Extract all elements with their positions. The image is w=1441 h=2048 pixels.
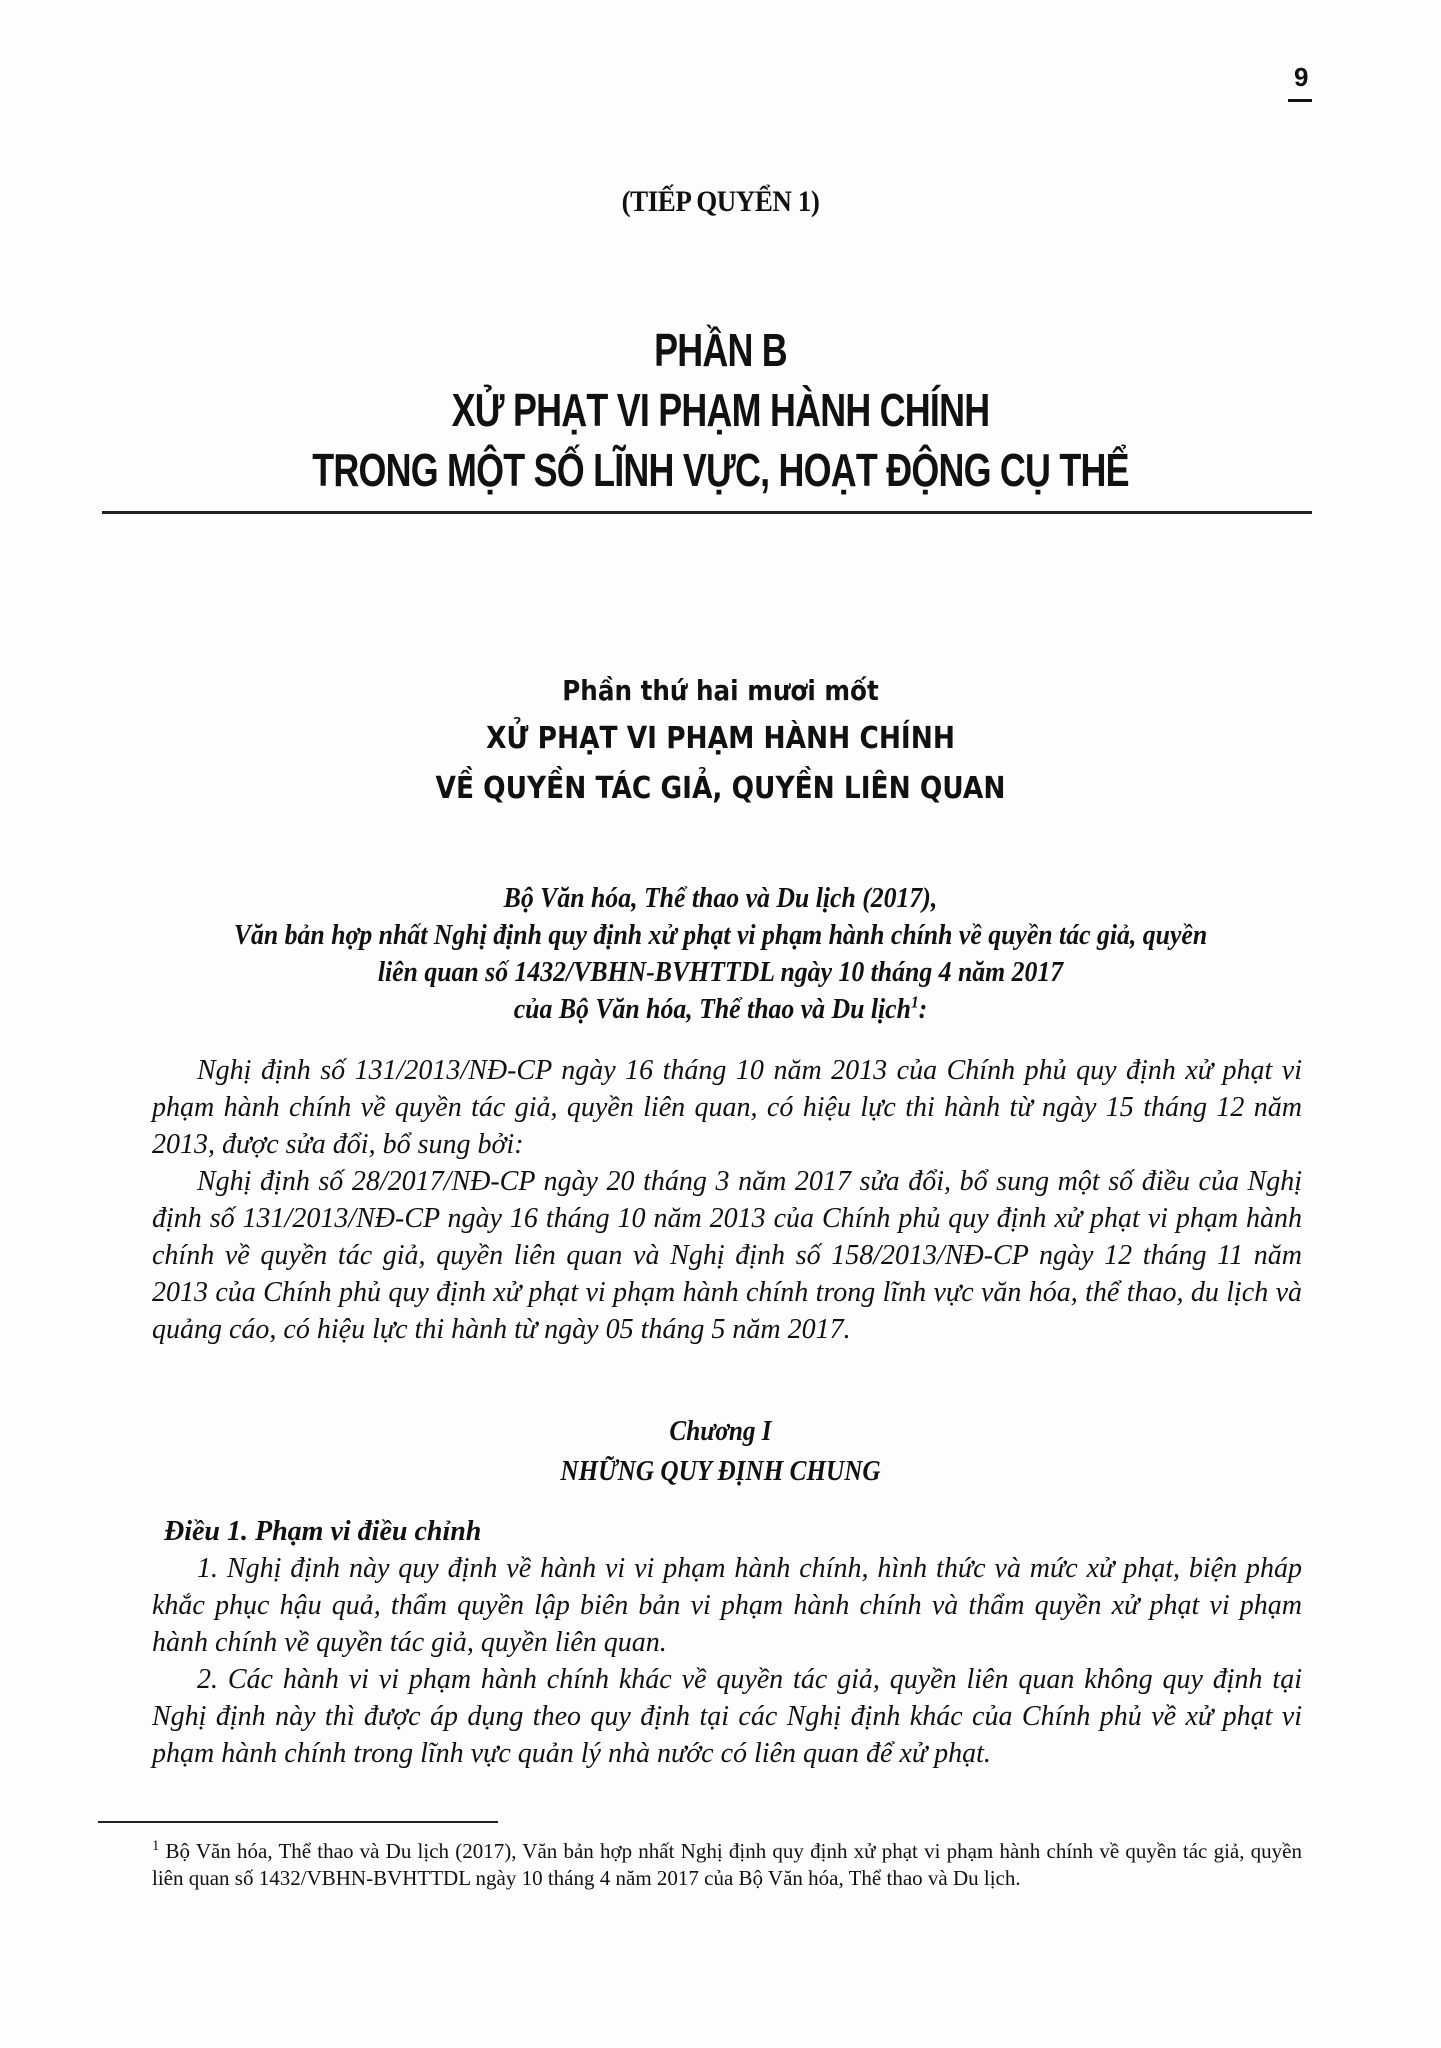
page-number-underline bbox=[1288, 99, 1312, 102]
page-number: 9 bbox=[1294, 62, 1309, 92]
section-heading bbox=[0, 668, 1441, 814]
footnote-text: Bộ Văn hóa, Thể thao và Du lịch (2017), Văn bản hợp nhất Nghị định quy định xử phạt vi phạm hành chính về quyền tác giả, quyền liên quan số 1432/VBHN-BVHTTDL ngày 10 tháng 4 năm 2017 của Bộ Văn hóa, Thể thao và Du lịch. bbox=[152, 1839, 1302, 1890]
part-title-line-2: TRONG MỘT SỐ LĨNH VỰC, HOẠT ĐỘNG CỤ THỂ bbox=[312, 444, 1129, 496]
footnote bbox=[152, 1838, 1302, 1892]
citation-colon: : bbox=[918, 994, 928, 1025]
part-title-line-1: XỬ PHẠT VI PHẠM HÀNH CHÍNH bbox=[451, 384, 990, 436]
citation-last-text: của Bộ Văn hóa, Thể thao và Du lịch bbox=[513, 994, 911, 1025]
paragraph-amending-decree: Nghị định số 28/2017/NĐ-CP ngày 20 tháng 3 năm 2017 sửa đổi, bổ sung một số điều của Nghị định số 131/2013/NĐ-CP ngày 16 tháng 10 năm 2013 của Chính phủ quy định xử phạt vi phạm hành chính về quyền tác giả, quyền liên quan và Nghị định số 158/2013/NĐ-CP ngày 12 tháng 11 năm 2013 của Chính phủ quy định xử phạt vi phạm hành chính trong lĩnh vực văn hóa, thể thao, du lịch và quảng cáo, có hiệu lực thi hành từ ngày 05 tháng 5 năm 2017. bbox=[152, 1166, 1302, 1345]
part-heading bbox=[0, 320, 1441, 500]
footnote-reference[interactable]: 1 bbox=[910, 992, 919, 1012]
section-title-line-1: XỬ PHẠT VI PHẠM HÀNH CHÍNH bbox=[486, 721, 955, 756]
continuation-label: (TIẾP QUYỂN 1) bbox=[621, 185, 820, 218]
footnote-divider bbox=[98, 1821, 498, 1823]
article-clause-2: 2. Các hành vi vi phạm hành chính khác về quyền tác giả, quyền liên quan không quy định tại Nghị định này thì được áp dụng theo quy định tại các Nghị định khác của Chính phủ về xử phạt vi phạm hành chính trong lĩnh vực quản lý nhà nước có liên quan để xử phạt. bbox=[152, 1664, 1302, 1769]
citation-line-4 bbox=[58, 991, 1384, 1028]
article-title: Điều 1. Phạm vi điều chỉnh bbox=[164, 1516, 482, 1547]
citation-line-1: Bộ Văn hóa, Thể thao và Du lịch (2017), bbox=[503, 883, 938, 914]
citation-line-2: Văn bản hợp nhất Nghị định quy định xử phạt vi phạm hành chính về quyền tác giả, quyền bbox=[233, 920, 1208, 951]
source-citation bbox=[0, 880, 1441, 1028]
chapter-label: Chương I bbox=[669, 1416, 772, 1447]
article-1 bbox=[152, 1513, 1302, 1772]
article-clause-1: 1. Nghị định này quy định về hành vi vi phạm hành chính, hình thức và mức xử phạt, biện pháp khắc phục hậu quả, thẩm quyền lập biên bản vi phạm hành chính và thẩm quyền xử phạt vi phạm hành chính về quyền tác giả, quyền liên quan. bbox=[152, 1553, 1302, 1658]
chapter-heading bbox=[0, 1412, 1441, 1492]
part-divider bbox=[102, 511, 1312, 514]
citation-line-3: liên quan số 1432/VBHN-BVHTTDL ngày 10 tháng 4 năm 2017 bbox=[377, 957, 1064, 988]
part-label: PHẦN B bbox=[654, 324, 787, 376]
chapter-title: NHỮNG QUY ĐỊNH CHUNG bbox=[560, 1456, 881, 1487]
section-subtitle: Phần thứ hai mươi mốt bbox=[562, 674, 879, 707]
amendment-history bbox=[152, 1052, 1302, 1348]
footnote-marker: 1 bbox=[152, 1838, 160, 1854]
section-title-line-2: VỀ QUYỀN TÁC GIẢ, QUYỀN LIÊN QUAN bbox=[435, 771, 1006, 806]
paragraph-original-decree: Nghị định số 131/2013/NĐ-CP ngày 16 tháng 10 năm 2013 của Chính phủ quy định xử phạt vi phạm hành chính về quyền tác giả, quyền liên quan, có hiệu lực thi hành từ ngày 15 tháng 12 năm 2013, được sửa đổi, bổ sung bởi: bbox=[152, 1055, 1302, 1160]
